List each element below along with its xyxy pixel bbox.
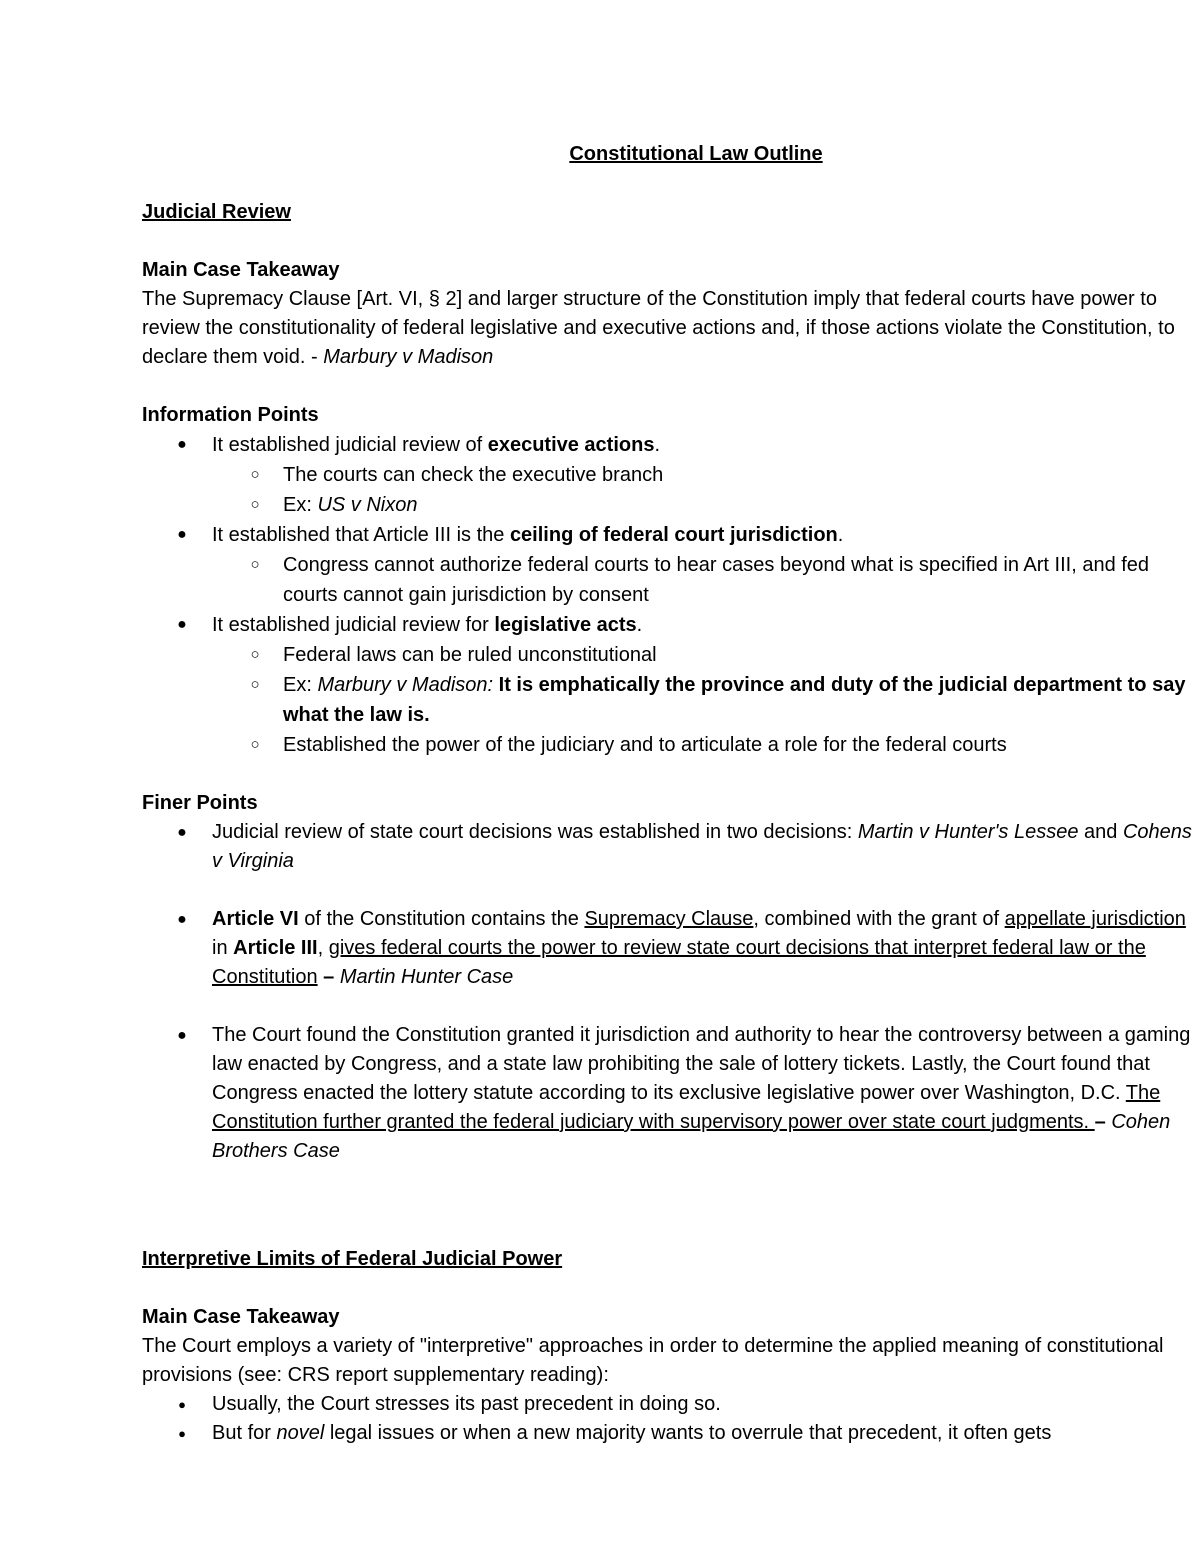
list-item: ● Judicial review of state court decisions was established in two decisions: Martin v Hunter's Lessee and Cohens v Virginia xyxy=(142,818,1200,876)
bullet-disc-icon: ● xyxy=(177,436,187,453)
bullet-disc-icon: ● xyxy=(178,1397,186,1412)
list-item: ● It established that Article III is the ceiling of federal court jurisdiction. xyxy=(142,520,1200,550)
spacer xyxy=(142,876,1200,905)
information-points-list xyxy=(142,430,1200,760)
list-item: ● But for novel legal issues or when a new majority wants to overrule that precedent, it often gets xyxy=(142,1419,1200,1448)
list-item: ● It established judicial review of executive actions. xyxy=(142,430,1200,460)
main-case-takeaway-heading: Main Case Takeaway xyxy=(142,259,340,281)
section-heading-interpretive-limits: Interpretive Limits of Federal Judicial Power xyxy=(142,1248,563,1270)
document-page xyxy=(142,140,1200,1448)
bullet-circle-icon: ○ xyxy=(250,556,260,573)
finer-points-list xyxy=(142,818,1200,876)
bullet-disc-icon: ● xyxy=(177,616,187,633)
list-item: ● Usually, the Court stresses its past precedent in doing so. xyxy=(142,1390,1200,1419)
bullet-disc-icon: ● xyxy=(178,1426,186,1441)
bullet-disc-icon: ● xyxy=(177,824,187,841)
main-case-takeaway-heading: Main Case Takeaway xyxy=(142,1306,340,1328)
case-name: Marbury v Madison xyxy=(323,346,494,368)
list-item: ○ Ex: US v Nixon xyxy=(142,490,1200,520)
spacer xyxy=(142,992,1200,1021)
main-case-takeaway-text: The Court employs a variety of "interpretive" approaches in order to determine the applied meaning of constitutional provisions (see: CRS report supplementary reading): xyxy=(142,1335,1164,1386)
spacer xyxy=(142,1274,1200,1303)
list-item: ○ The courts can check the executive branch xyxy=(142,460,1200,490)
list-item: ○ Federal laws can be ruled unconstitutional xyxy=(142,640,1200,670)
spacer xyxy=(142,760,1200,789)
bullet-circle-icon: ○ xyxy=(250,466,260,483)
finer-points-list-2 xyxy=(142,905,1200,992)
main-case-takeaway-text: The Supremacy Clause [Art. VI, § 2] and larger structure of the Constitution imply that federal courts have power to review the constitutionality of federal legislative and executive actions and, if those actions violate the Constitution, to declare them void. - Marbury v Madison xyxy=(142,288,1175,368)
spacer xyxy=(142,169,1200,198)
list-item: ● Article VI of the Constitution contains the Supremacy Clause, combined with the grant of appellate jurisdiction in Article III, gives federal courts the power to review state court decisions that interpret federal law or the Constitution – Martin Hunter Case xyxy=(142,905,1200,992)
bullet-circle-icon: ○ xyxy=(250,736,260,753)
list-item: ○ Congress cannot authorize federal courts to hear cases beyond what is specified in Art III, and fed courts cannot gain jurisdiction by consent xyxy=(142,550,1200,610)
bullet-circle-icon: ○ xyxy=(250,676,260,693)
bullet-circle-icon: ○ xyxy=(250,496,260,513)
spacer xyxy=(142,1166,1200,1216)
list-item: ○ Ex: Marbury v Madison: It is emphatically the province and duty of the judicial department to say what the law is. xyxy=(142,670,1200,730)
interpretive-list xyxy=(142,1390,1200,1448)
list-item: ● It established judicial review for legislative acts. xyxy=(142,610,1200,640)
bullet-circle-icon: ○ xyxy=(250,646,260,663)
information-points-heading: Information Points xyxy=(142,404,319,426)
bullet-disc-icon: ● xyxy=(177,526,187,543)
list-item: ○ Established the power of the judiciary and to articulate a role for the federal courts xyxy=(142,730,1200,760)
spacer xyxy=(142,372,1200,401)
document-title: Constitutional Law Outline xyxy=(569,143,823,165)
finer-points-heading: Finer Points xyxy=(142,792,258,814)
bullet-disc-icon: ● xyxy=(177,1027,187,1044)
list-item: ● The Court found the Constitution granted it jurisdiction and authority to hear the controversy between a gaming law enacted by Congress, and a state law prohibiting the sale of lottery tickets. Lastly, the Court found that Congress enacted the lottery statute according to its exclusive legislative power over Washington, D.C. The Constitution further granted the federal judiciary with supervisory power over state court judgments. – Cohen Brothers Case xyxy=(142,1021,1200,1166)
finer-points-list-3 xyxy=(142,1021,1200,1166)
section-heading-judicial-review: Judicial Review xyxy=(142,201,291,223)
bullet-disc-icon: ● xyxy=(177,911,187,928)
spacer xyxy=(142,227,1200,256)
spacer xyxy=(142,1216,1200,1245)
